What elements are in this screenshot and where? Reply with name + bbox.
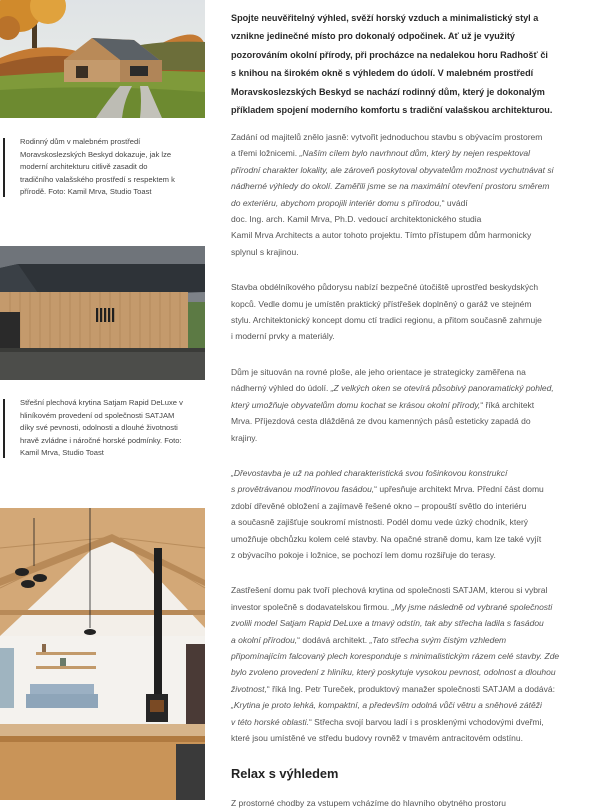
text-run: “ dodává architekt. — [297, 634, 370, 645]
quote-run: připomínajícím falcovaný plech koresponduje s minimalistickým rázem celé stavby. Zde — [231, 650, 560, 661]
caption-line: přírodě. Foto: Kamil Mrva, Studio Toast — [20, 187, 152, 196]
text-line: Zadání od majitelů znělo jasně: vytvořit jednoduchou stavbu s obývacím prostorem — [231, 132, 543, 142]
text-run: “ říká Ing. Petr Tureček, produktový manažer společnosti SATJAM a dodává: — [266, 683, 555, 694]
paragraph-roofing — [231, 582, 611, 746]
lead-line: Spojte neuvěřitelný výhled, svěží horský vzduch a minimalistický styl a — [231, 13, 539, 23]
left-column — [0, 0, 205, 800]
text-line: zdobí dřevěné obložení a zajímavě řešené okno – propouští světlo do interiéru — [231, 500, 527, 511]
caption-line: hravě zvládne i náročné horské podmínky. Foto: — [20, 435, 182, 445]
text-line — [231, 599, 611, 615]
text-line: kopců. Vedle domu je umístěn praktický přístřešek doplněný o garáž ve stejném — [231, 298, 532, 309]
section-heading: Relax s výhledem — [231, 766, 339, 782]
photo-house-exterior-autumn[interactable] — [0, 0, 205, 118]
quote-run: který umožňuje obyvatelům domu kochat se krásou okolní přírody, — [231, 399, 481, 410]
caption-line: tradičního valašského prostředí s respektem k — [20, 174, 175, 184]
article-body — [231, 129, 611, 811]
text-run: “ říká architekt — [480, 399, 535, 410]
photo2-caption — [0, 397, 205, 460]
text-line — [231, 632, 611, 648]
text-line — [231, 648, 611, 664]
text-line: krajiny. — [231, 432, 258, 443]
text-line — [231, 465, 611, 481]
text-line: umožňuje obchůzku kolem celé stavby. Na opačné straně domu, kam lze také vyjít — [231, 533, 542, 544]
text-line — [231, 178, 611, 194]
quote-run: životnost, — [231, 683, 267, 694]
quote-run: „Tato střecha svým čistým vzhledem — [369, 634, 507, 645]
quote-run: zvolili model Satjam Rapid DeLuxe a tmavý odstín, tak aby střecha ladila s fasádou — [231, 618, 544, 629]
text-line: doc. Ing. arch. Kamil Mrva, Ph.D. vedoucí architektonického studia — [231, 214, 482, 225]
lead-line: Moravskoslezských Beskyd se nachází rodinný dům, který je dokonalým — [231, 86, 545, 97]
quote-run: „My jsme následně od vybrané společnosti — [391, 601, 553, 612]
caption-line: Kamil Mrva, Studio Toast — [20, 448, 104, 457]
text-run: investor společně s dodavatelskou firmou. — [231, 601, 392, 612]
quote-run: v této horské oblasti. — [231, 716, 309, 727]
quote-run: „Naším cílem bylo navrhnout dům, který by nejen respektoval — [299, 148, 531, 159]
text-line: i moderní prvky a materiály. — [231, 331, 335, 342]
text-run: nádherný výhled do údolí. — [231, 383, 331, 394]
paragraph-floorplan — [231, 279, 611, 345]
lead-line: vznikne jedinečné místo pro dokonalý odpočinek. Ať už je využitý — [231, 31, 515, 42]
text-line — [231, 481, 611, 497]
article-column — [231, 0, 600, 809]
text-line: Stavba obdélníkového půdorysu nabízí bezpečné útočiště uprostřed beskydských — [231, 282, 539, 293]
text-run: “ upřesňuje architekt Mrva. Přední část domu — [374, 484, 544, 495]
lead-line: s knihou na širokém okně s výhledem do údolí. V malebném prostředí — [231, 68, 534, 79]
text-line — [231, 681, 611, 697]
caption-line: díky své pevnosti, odolnosti a dlouhé životnosti — [20, 423, 178, 432]
caption-line: Rodinný dům v malebném prostředí — [20, 137, 141, 146]
text-line — [231, 195, 611, 211]
text-line: splynul s krajinou. — [231, 246, 299, 257]
cut-off-line: Z prostorné chodby za vstupem vcházíme do hlavního obytného prostoru — [231, 798, 506, 809]
caption-line: Moravskoslezských Beskyd dokazuje, jak lze — [20, 149, 172, 159]
paragraph-orientation — [231, 364, 611, 446]
lead-line: pozorováním okolní přírody, při procházce na nedalekou horu Radhošť či — [231, 49, 548, 60]
text-line: Zastřešení domu pak tvoří plechová krytina od společnosti SATJAM, kterou si vybral — [231, 585, 548, 596]
photo1-caption — [0, 136, 205, 199]
paragraph-facade — [231, 465, 611, 563]
quote-run: do exteriéru, abychom propojili interiér domu s přírodou, — [231, 197, 442, 208]
text-run: “ uvádí — [441, 197, 468, 208]
quote-run: nádherné výhledy do okolí. Zaměřili jsme se na maximální otevření prostoru směrem — [231, 181, 550, 192]
text-run: “ Střecha svojí barvou ladí i s prosklenými vchodovými dveřmi, — [308, 716, 544, 727]
lead-line: příkladem spojení moderního komfortu s tradiční valašskou architekturou. — [231, 105, 553, 116]
text-line — [231, 145, 611, 161]
caption-line: hliníkovém provedení od společnosti SATJAM — [20, 410, 175, 420]
text-line — [231, 714, 611, 730]
text-line — [231, 664, 611, 680]
paragraph-assignment — [231, 129, 611, 260]
quote-run: „Krytina je proto lehká, kompaktní, a především odolná vůči větru a sněhové zátěži — [231, 700, 542, 711]
text-line: Mrva. Příjezdová cesta dlážděná ze dvou kamenných pásů esteticky zapadá do — [231, 416, 531, 427]
text-line — [231, 697, 611, 713]
text-line: a současně zajišťuje soukromí místnosti. Podél domu vede úzký chodník, který — [231, 517, 529, 528]
text-line: z obývacího pokoje i ložnice, se pochozí lem domu rozšiřuje do terasy. — [231, 549, 496, 560]
text-line: stylu. Architektonický koncept domu ctí tradici regionu, a přitom současně zahrnuje — [231, 315, 542, 326]
text-line: Kamil Mrva Architects a autor tohoto projektu. Tímto přístupem dům harmonicky — [231, 230, 532, 241]
quote-run: „Z velkých oken se otevírá působivý panoramatický pohled, — [330, 383, 554, 394]
text-line: které jsou umístěné ve středu budovy rovněž v tmavém antracitovém odstínu. — [231, 733, 523, 743]
caption-line: Střešní plechová krytina Satjam Rapid DeLuxe v — [20, 398, 183, 407]
photo-house-facade-roof[interactable] — [0, 246, 205, 380]
caption-line: moderní architekturu citlivě zasadit do — [20, 162, 148, 171]
text-line — [231, 615, 611, 631]
text-run: a třemi ložnicemi. — [231, 148, 300, 159]
text-line — [231, 380, 611, 396]
article-lead — [231, 9, 600, 119]
photo-interior-living-room[interactable] — [0, 508, 205, 800]
quote-run: a okolní přírodou, — [231, 634, 298, 645]
text-line: Dům je situován na rovné ploše, ale jeho orientace je strategicky zaměřena na — [231, 366, 526, 377]
quote-run: přírodní charakter lokality, ale zároveň poskytoval obyvatelům možnost vychutnávat si — [231, 164, 554, 175]
text-line — [231, 397, 611, 413]
quote-run: bylo zvoleno provedení z hliníku, který poskytuje vysokou pevnost, odolnost a dlouhou — [231, 667, 556, 678]
quote-run: s provětrávanou modřínovou fasádou, — [231, 484, 375, 495]
text-line — [231, 162, 611, 178]
quote-run: „Dřevostavba je už na pohled charakteristická svou fošinkovou konstrukcí — [231, 467, 508, 478]
